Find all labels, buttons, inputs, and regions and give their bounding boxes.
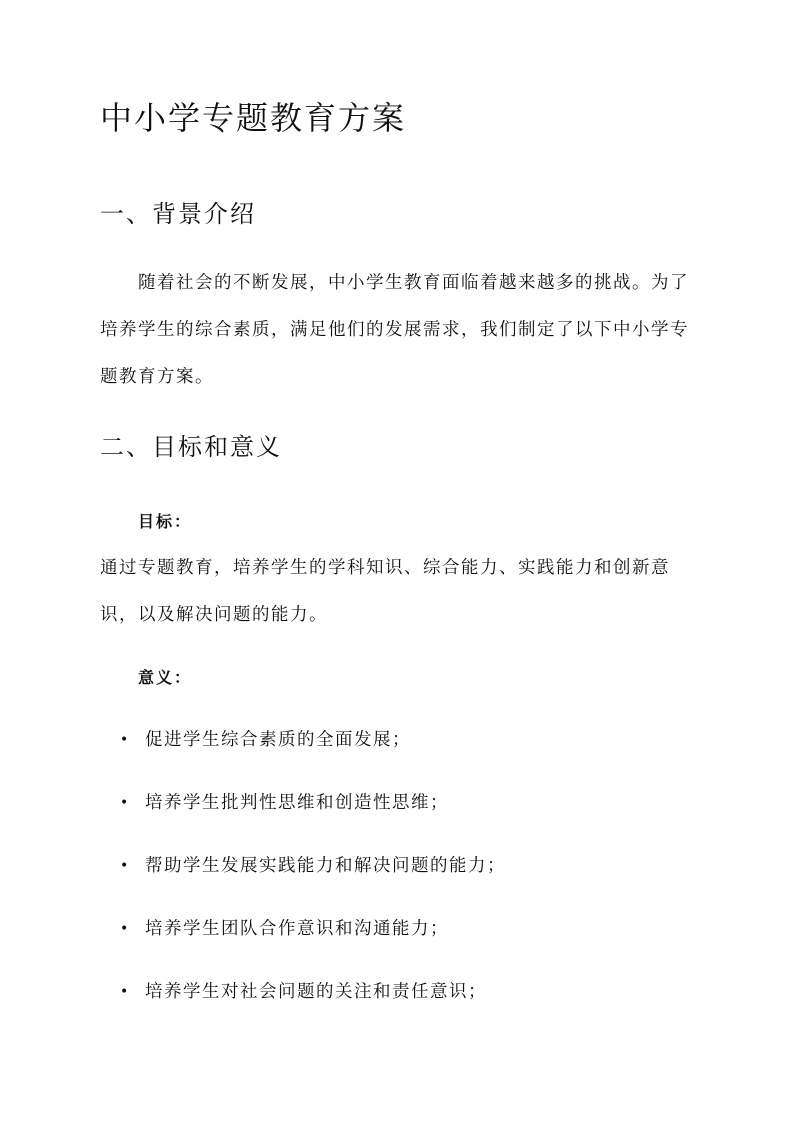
significance-item-text: 培养学生批判性思维和创造性思维； [145,793,449,813]
document-title: 中小学专题教育方案 [100,99,407,137]
bullet-dot-icon: • [120,858,130,874]
significance-item-text: 促进学生综合素质的全面发展； [145,730,411,750]
bullet-dot-icon: • [120,921,130,937]
section-heading-background: 一、背景介绍 [100,200,256,228]
significance-label: 意义： [138,668,193,687]
significance-list-item [100,787,700,850]
bullet-dot-icon: • [120,984,130,1000]
significance-list-item [100,976,700,1039]
significance-list-item [100,724,700,787]
significance-list-item [100,850,700,913]
significance-item-text: 培养学生团队合作意识和沟通能力； [145,919,449,939]
significance-list-item [100,913,700,976]
significance-list [100,724,700,1039]
background-paragraph: 随着社会的不断发展，中小学生教育面临着越来越多的挑战。为了培养学生的综合素质，满足他们的发展需求，我们制定了以下中小学专题教育方案。 [100,273,689,387]
goal-paragraph: 通过专题教育，培养学生的学科知识、综合能力、实践能力和创新意识，以及解决问题的能力。 [100,558,670,625]
section-heading-goals: 二、目标和意义 [100,433,282,461]
bullet-dot-icon: • [120,732,130,748]
goal-label: 目标： [138,512,193,531]
significance-item-text: 帮助学生发展实践能力和解决问题的能力； [145,856,506,876]
bullet-dot-icon: • [120,795,130,811]
significance-item-text: 培养学生对社会问题的关注和责任意识； [145,982,487,1002]
